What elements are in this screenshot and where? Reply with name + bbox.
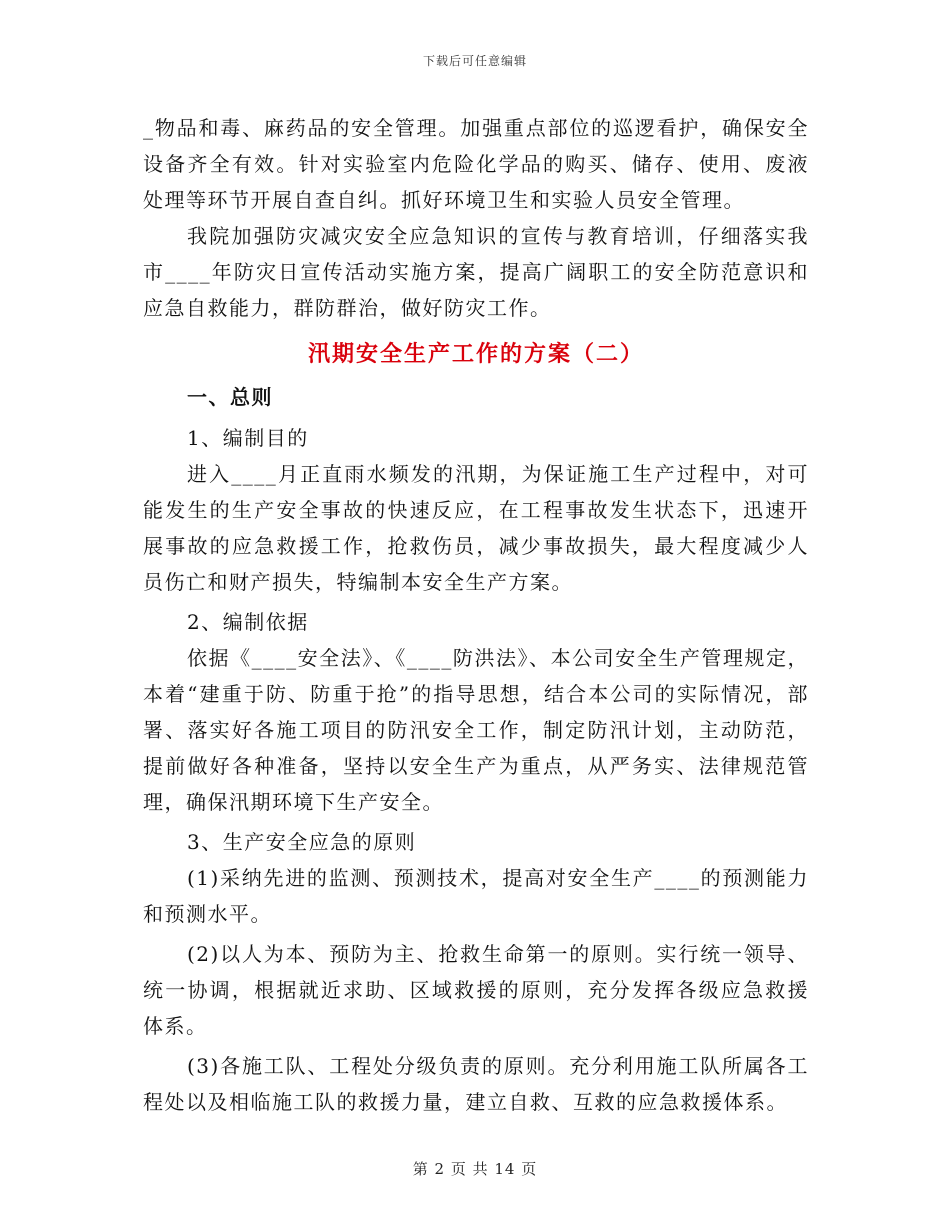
principle-item: (3)各施工队、工程处分级负责的原则。充分利用施工队所属各工程处以及相临施工队的救援力量，建立自救、互救的应急救援体系。	[143, 1054, 809, 1114]
section-heading-general: 一、总则	[187, 385, 273, 409]
subheading-principles: 3、生产安全应急的原则	[187, 830, 417, 854]
header-note: 下载后可任意编辑	[422, 54, 527, 68]
paragraph-basis: 依据《____安全法》、《____防洪法》、本公司安全生产管理规定，本着“建重于防、防重于抢”的指导思想，结合本公司的实际情况，部署、落实好各施工项目的防汛安全工作，制定防汛计划，主动防范，提前做好各种准备，坚持以安全生产为重点，从严务实、法律规范管理，确保汛期环境下生产安全。	[143, 646, 809, 814]
paragraph-continued: _物品和毒、麻药品的安全管理。加强重点部位的巡逻看护，确保安全设备齐全有效。针对实验室内危险化学品的购买、储存、使用、废液处理等环节开展自查自纠。抓好环境卫生和实验人员安全管理。	[143, 116, 809, 212]
paragraph-purpose: 进入____月正直雨水频发的汛期，为保证施工生产过程中，对可能发生的生产安全事故的快速反应，在工程事故发生状态下，迅速开展事故的应急救援工作，抢救伤员，减少事故损失，最大程度减少人员伤亡和财产损失，特编制本安全生产方案。	[143, 462, 809, 594]
document-body	[143, 110, 809, 1120]
principle-item: (1)采纳先进的监测、预测技术，提高对安全生产____的预测能力和预测水平。	[143, 866, 809, 926]
principle-item: (2)以人为本、预防为主、抢救生命第一的原则。实行统一领导、统一协调，根据就近求助、区域救援的原则，充分发挥各级应急救援体系。	[143, 942, 809, 1038]
document-title: 汛期安全生产工作的方案（二）	[307, 341, 644, 367]
subheading-purpose: 1、编制目的	[187, 426, 309, 450]
page-number: 第 2 页 共 14 页	[412, 1160, 538, 1178]
subheading-basis: 2、编制依据	[187, 610, 309, 634]
paragraph-disaster-prevention: 我院加强防灾减灾安全应急知识的宣传与教育培训，仔细落实我市____年防灾日宣传活动实施方案，提高广阔职工的安全防范意识和应急自救能力，群防群治，做好防灾工作。	[143, 224, 809, 320]
